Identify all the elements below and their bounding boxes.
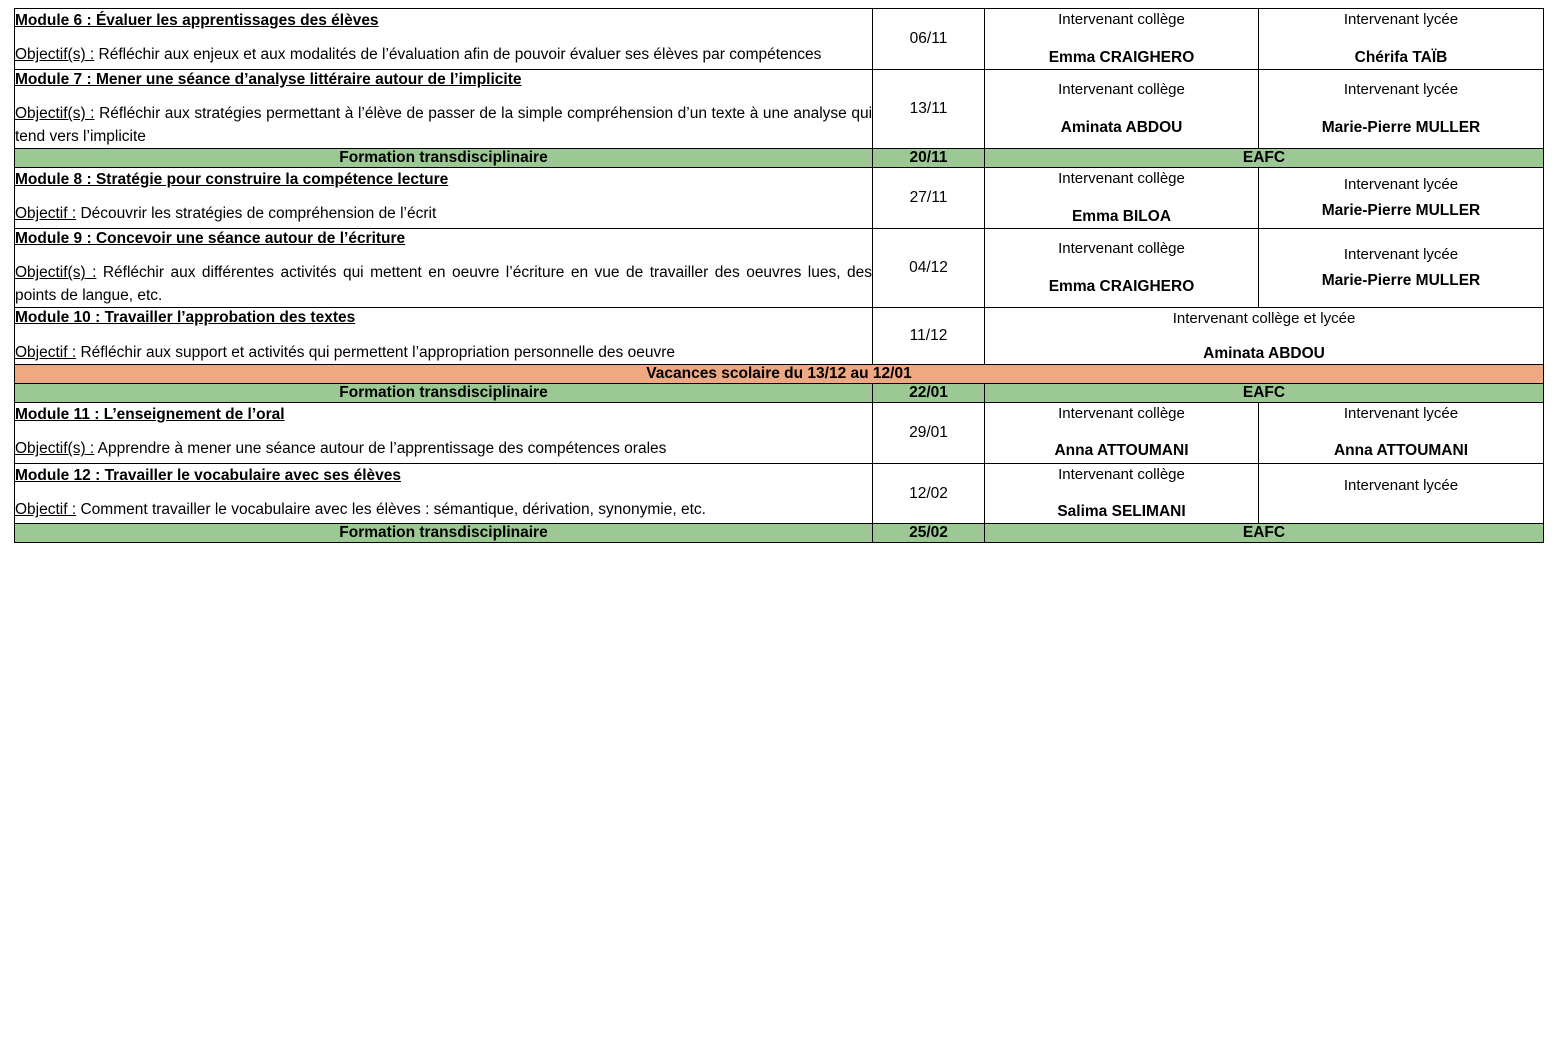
module-title: Module 12 : Travailler le vocabulaire avec ses élèves (15, 466, 402, 484)
module-title: Module 7 : Mener une séance d’analyse littéraire autour de l’implicite (15, 70, 522, 88)
speaker-role-label: Intervenant collège (1058, 11, 1185, 28)
speaker-role-label: Intervenant collège (1058, 465, 1185, 483)
speaker-role-label: Intervenant collège (1058, 404, 1185, 422)
speaker-role-label: Intervenant lycée (1343, 477, 1459, 495)
speaker-name: Emma CRAIGHERO (1048, 277, 1195, 295)
training-schedule-table (14, 8, 1544, 543)
table-row-transdisciplinary (15, 149, 1544, 168)
module-description-cell (15, 228, 873, 307)
module-title: Module 6 : Évaluer les apprentissages des élèves (15, 11, 379, 29)
speaker-role-label: Intervenant collège (1058, 81, 1185, 99)
lycee-speaker-cell (1259, 228, 1544, 307)
module-description-cell (15, 9, 873, 70)
organizer-label: EAFC (985, 149, 1544, 168)
objective-text: Découvrir les stratégies de compréhension de l’écrit (76, 205, 437, 223)
session-date: 20/11 (873, 149, 985, 168)
table-row (15, 9, 1544, 70)
objective-text: Apprendre à mener une séance autour de l’apprentissage des compétences orales (94, 440, 667, 458)
college-speaker-cell (985, 69, 1259, 148)
holiday-label: Vacances scolaire du 13/12 au 12/01 (15, 364, 1544, 383)
module-objective (15, 203, 872, 225)
speaker-name: Emma BILOA (1071, 207, 1172, 225)
objective-label: Objectif : (15, 343, 77, 361)
session-date: 27/11 (873, 168, 985, 229)
organizer-label: EAFC (985, 524, 1544, 543)
speaker-name: Marie-Pierre MULLER (1321, 118, 1481, 136)
speaker-name: Emma CRAIGHERO (1048, 48, 1195, 66)
organizer-label: EAFC (985, 383, 1544, 402)
table-row (15, 463, 1544, 524)
module-description-cell (15, 168, 873, 229)
speaker-role-label: Intervenant lycée (1343, 404, 1459, 422)
table-row (15, 402, 1544, 463)
college-speaker-cell (985, 463, 1259, 524)
objective-text: Réfléchir aux différentes activités qui mettent en oeuvre l’écriture en vue de travailler des oeuvres lues, des points de langue, etc. (15, 264, 872, 304)
objective-text: Comment travailler le vocabulaire avec les élèves : sémantique, dérivation, synonymie, etc. (76, 501, 706, 519)
session-date: 22/01 (873, 383, 985, 402)
lycee-speaker-cell (1259, 69, 1544, 148)
transdisciplinary-label: Formation transdisciplinaire (15, 383, 873, 402)
session-date: 25/02 (873, 524, 985, 543)
module-objective (15, 262, 872, 307)
objective-label: Objectif : (15, 205, 77, 223)
objective-label: Objectif(s) : (15, 105, 95, 123)
objective-label: Objectif(s) : (15, 440, 95, 458)
lycee-speaker-cell (1259, 9, 1544, 70)
speaker-role-label: Intervenant lycée (1343, 81, 1459, 99)
college-speaker-cell (985, 402, 1259, 463)
lycee-speaker-cell (1259, 168, 1544, 229)
session-date: 13/11 (873, 69, 985, 148)
speaker-name: Chérifa TAÏB (1354, 48, 1448, 66)
objective-label: Objectif(s) : (15, 264, 97, 282)
speaker-role-label: Intervenant collège (1058, 170, 1185, 188)
session-date: 04/12 (873, 228, 985, 307)
speaker-role-label: Intervenant collège (1058, 240, 1185, 258)
objective-text: Réfléchir aux enjeux et aux modalités de l’évaluation afin de pouvoir évaluer ses élèves par compétences (94, 46, 822, 64)
objective-label: Objectif(s) : (15, 46, 95, 64)
college-speaker-cell (985, 228, 1259, 307)
speaker-name: Anna ATTOUMANI (1333, 442, 1469, 460)
module-description-cell (15, 69, 873, 148)
table-row (15, 168, 1544, 229)
combined-speaker-cell (985, 308, 1544, 365)
session-date: 29/01 (873, 402, 985, 463)
module-title: Module 9 : Concevoir une séance autour de l’écriture (15, 229, 406, 247)
speaker-name: Anna ATTOUMANI (1054, 442, 1189, 460)
speaker-name: Marie-Pierre MULLER (1321, 271, 1481, 289)
table-row-transdisciplinary (15, 383, 1544, 402)
speaker-name: Salima SELIMANI (1057, 503, 1186, 521)
lycee-speaker-cell (1259, 402, 1544, 463)
speaker-role-label: Intervenant lycée (1343, 246, 1459, 264)
speaker-name: Marie-Pierre MULLER (1321, 201, 1481, 219)
transdisciplinary-label: Formation transdisciplinaire (15, 149, 873, 168)
table-row (15, 308, 1544, 365)
session-date: 12/02 (873, 463, 985, 524)
session-date: 11/12 (873, 308, 985, 365)
module-objective (15, 103, 872, 148)
objective-text: Réfléchir aux support et activités qui permettent l’appropriation personnelle des oeuvre (76, 343, 675, 361)
college-speaker-cell (985, 9, 1259, 70)
module-description-cell (15, 308, 873, 365)
table-row-holiday (15, 364, 1544, 383)
module-objective (15, 342, 872, 364)
module-title: Module 10 : Travailler l’approbation des textes (15, 309, 356, 327)
table-row (15, 69, 1544, 148)
college-speaker-cell (985, 168, 1259, 229)
objective-label: Objectif : (15, 501, 77, 519)
table-row (15, 228, 1544, 307)
module-title: Module 8 : Stratégie pour construire la compétence lecture (15, 171, 449, 189)
module-objective (15, 438, 872, 460)
session-date: 06/11 (873, 9, 985, 70)
objective-text: Réfléchir aux stratégies permettant à l’élève de passer de la simple compréhension d’un texte à une analyse qui tend vers l’implicite (15, 105, 873, 145)
speaker-name: Aminata ABDOU (1203, 344, 1325, 362)
module-title: Module 11 : L’enseignement de l’oral (15, 405, 285, 423)
speaker-role-label: Intervenant lycée (1343, 176, 1459, 194)
table-row-transdisciplinary (15, 524, 1544, 543)
speaker-role-label: Intervenant collège et lycée (1172, 309, 1356, 327)
speaker-name: Aminata ABDOU (1060, 118, 1183, 136)
lycee-speaker-cell (1259, 463, 1544, 524)
module-objective (15, 44, 872, 66)
module-description-cell (15, 402, 873, 463)
speaker-role-label: Intervenant lycée (1343, 11, 1459, 28)
module-description-cell (15, 463, 873, 524)
transdisciplinary-label: Formation transdisciplinaire (15, 524, 873, 543)
module-objective (15, 499, 872, 521)
